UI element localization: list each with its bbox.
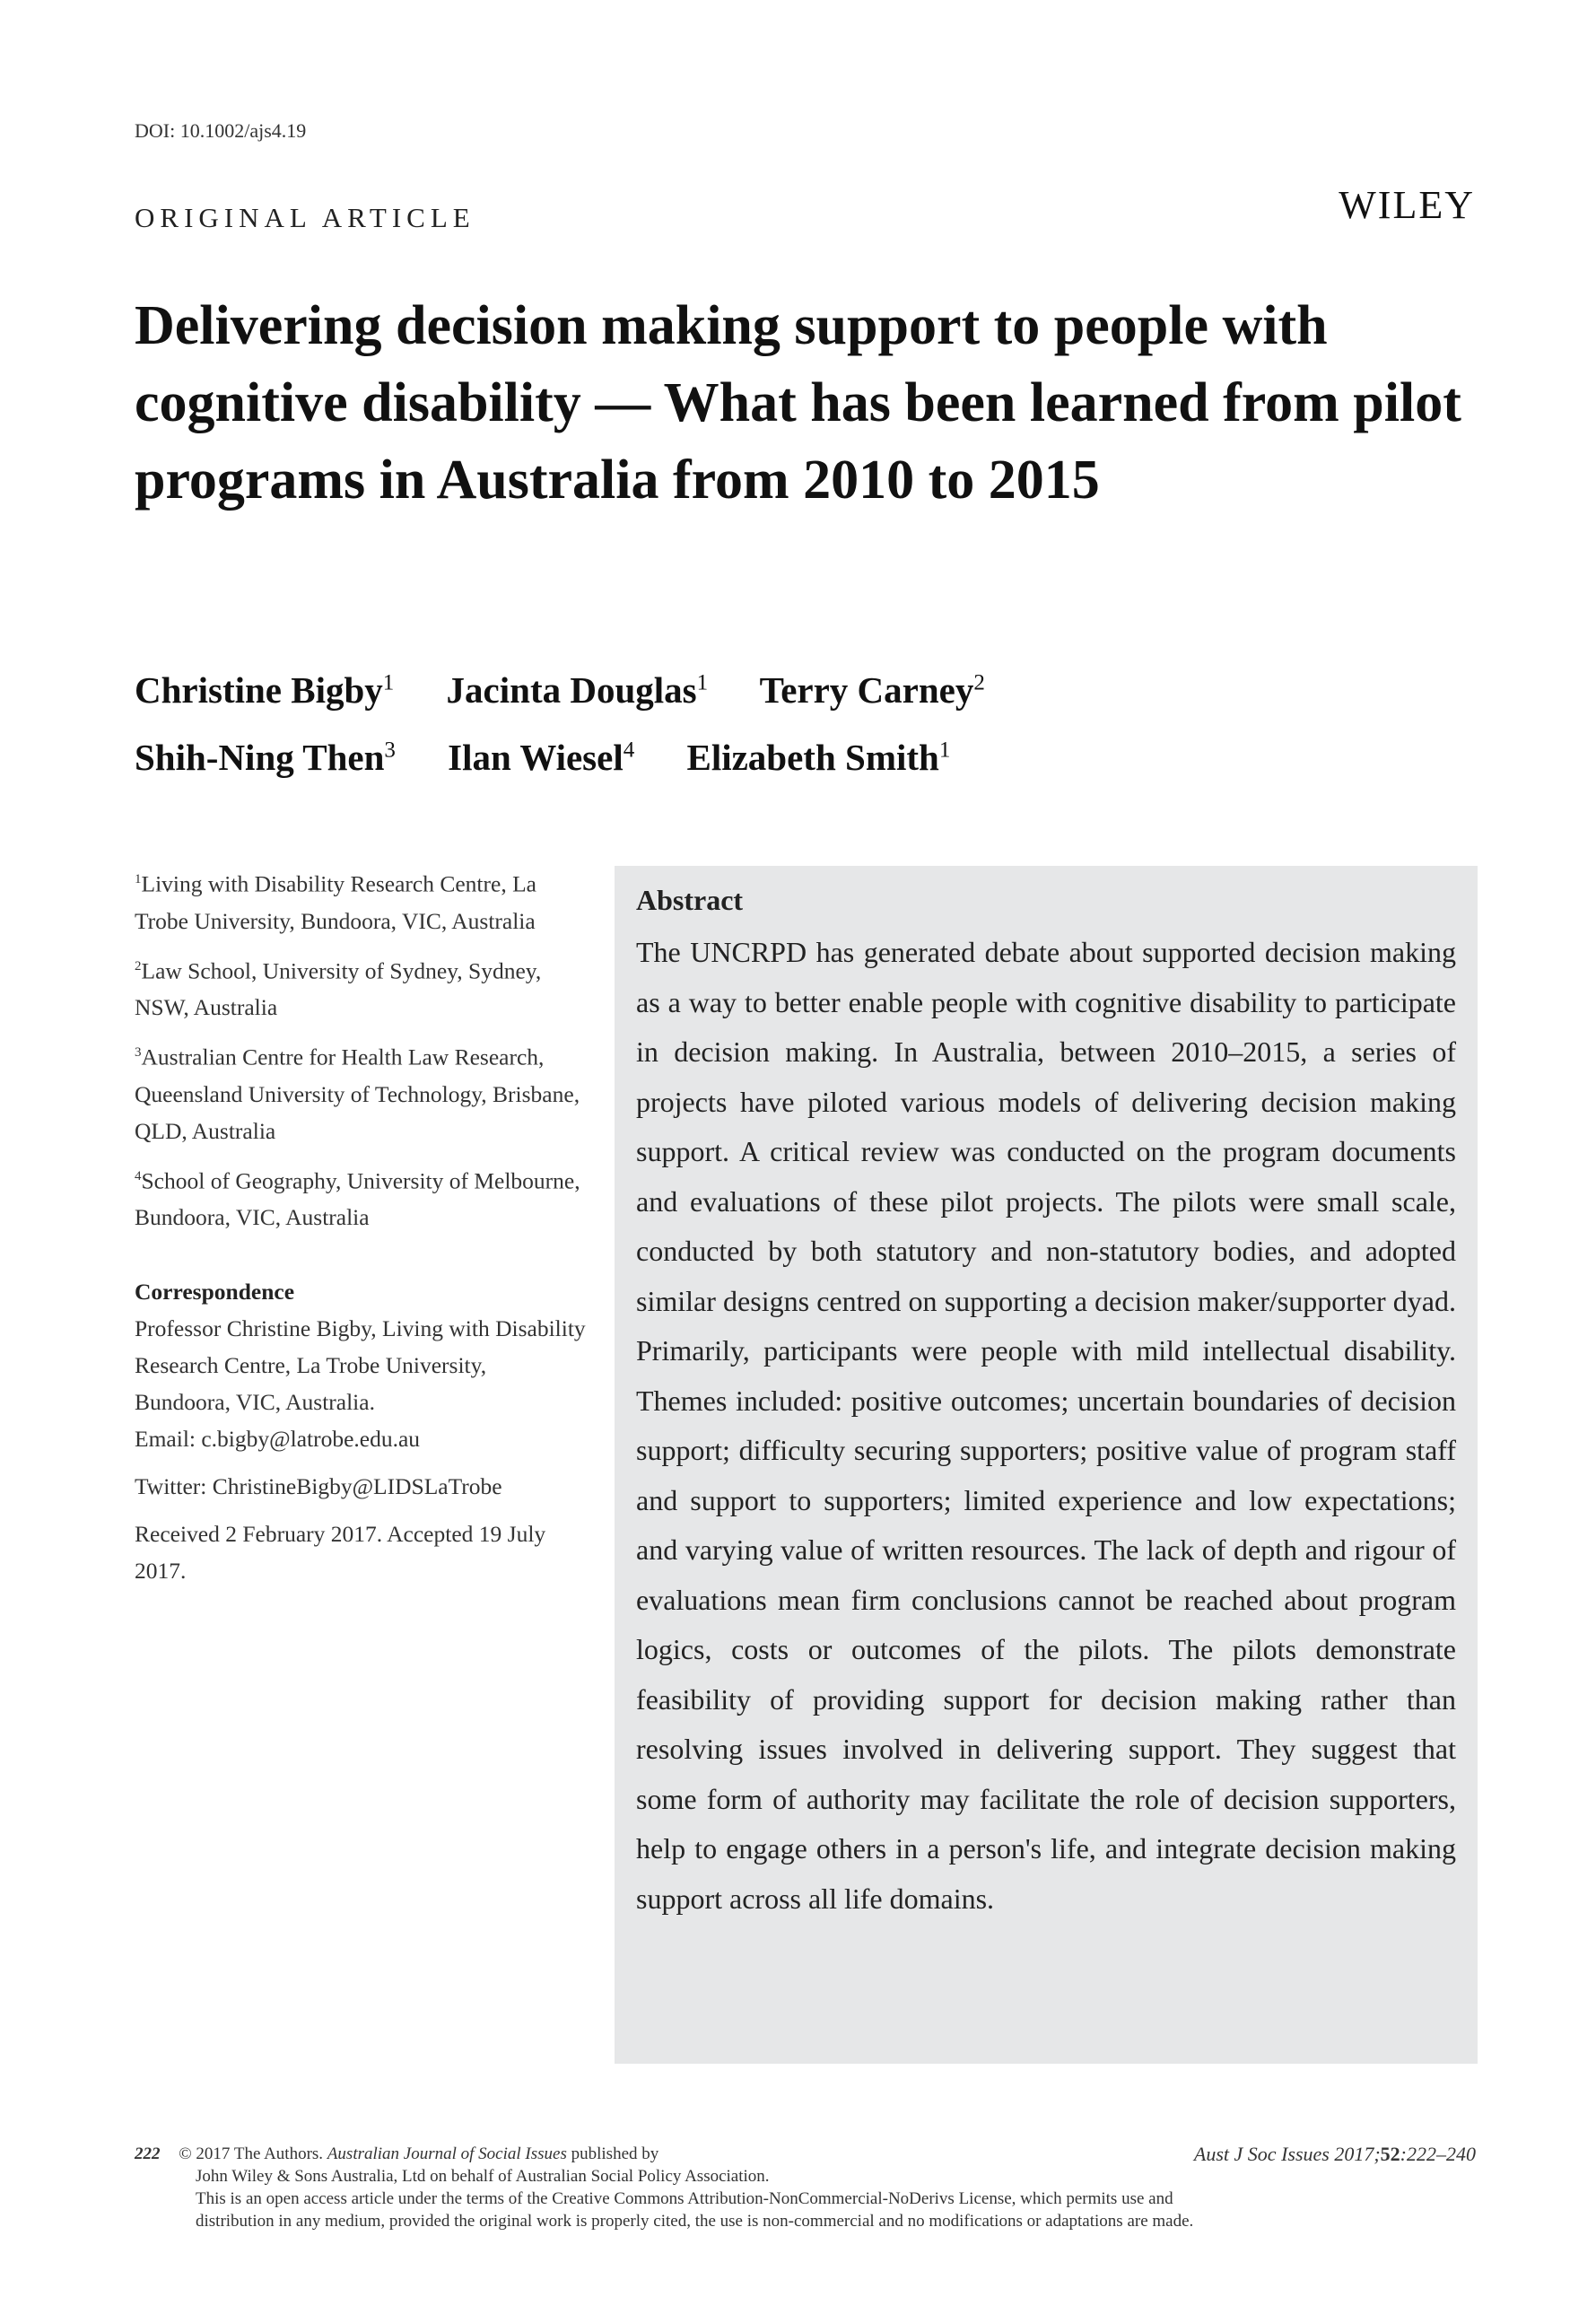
abstract-heading: Abstract (636, 884, 744, 916)
correspondence-heading: Correspondence (135, 1279, 295, 1305)
footer-line: This is an open access article under the terms of the Creative Commons Attribution-NonCommercial-NoDerivs License, which permits use and (196, 2189, 1173, 2208)
journal-reference: Aust J Soc Issues 2017;52:222–240 (1193, 2143, 1476, 2165)
author-list (135, 668, 1028, 712)
abstract-box (615, 866, 1478, 2064)
affiliation: $^4$School of Geography, University of Melbourne, Bundoora, VIC, Australia (135, 1167, 580, 1230)
published-by: published by (571, 2144, 659, 2163)
article-title: Delivering decision making support to people with cognitive disability — What has been learned from pilot programs in Australia from 2010 to 2015 (135, 295, 1461, 511)
author: Ilan Wiesel$^4$ (448, 737, 635, 778)
affiliation: $^3$Australian Centre for Health Law Research, Queensland University of Technology, Brisbane, QLD, Australia (135, 1044, 580, 1144)
page-footer (135, 2143, 1476, 2232)
abstract-text: The UNCRPD has generated debate about supported decision making as a way to better enable people with cognitive disability to participate in decision making. In Australia, between 2010–2015, a series of projects have piloted various models of delivering decision making support. A critical review was conducted on the program documents and evaluations of these pilot projects. The pilots were small scale, conducted by both statutory and non-statutory bodies, and adopted similar designs centred on supporting a decision maker/supporter dyad. Primarily, participants were people with mild intellectual disability. Themes included: positive outcomes; uncertain boundaries of decision support; difficulty securing supporters; positive value of program staff and support to supporters; limited experience and low expectations; and varying value of written resources. The lack of depth and rigour of evaluations mean firm conclusions cannot be reached about program logics, costs or outcomes of the pilots. The pilots demonstrate feasibility of providing support for decision making rather than resolving issues involved in delivering support. They suggest that some form of authority may facilitate the role of decision supporters, help to engage others in a person's life, and integrate decision making support across all life domains. (636, 936, 1456, 1915)
page-number: 222 (135, 2144, 161, 2163)
section-label: ORIGINAL ARTICLE (135, 202, 475, 233)
affiliation: $^2$Law School, University of Sydney, Sydney, NSW, Australia (135, 957, 542, 1020)
copyright: © 2017 The Authors. (179, 2144, 324, 2163)
author: Elizabeth Smith$^1$ (686, 737, 951, 778)
doi-line: DOI: 10.1002/ajs4.19 (135, 119, 307, 142)
footer-line: distribution in any medium, provided the original work is properly cited, the use is non-commercial and no modifications or adaptations are made. (196, 2212, 1194, 2231)
twitter-handle: Twitter: ChristineBigby@LIDSLaTrobe (135, 1473, 502, 1499)
correspondence-email[interactable]: Email: c.bigby@latrobe.edu.au (135, 1426, 421, 1452)
author: Shih-Ning Then$^3$ (135, 737, 396, 778)
author: Terry Carney$^2$ (759, 669, 985, 711)
affiliations-column (135, 861, 588, 1589)
publisher-logo: WILEY (1339, 183, 1475, 227)
correspondence-text: Professor Christine Bigby, Living with Disability Research Centre, La Trobe University, Bundoora, VIC, Australia. (135, 1315, 586, 1415)
author: Jacinta Douglas$^1$ (446, 669, 709, 711)
affiliation: $^1$Living with Disability Research Centre, La Trobe University, Bundoora, VIC, Australia (135, 870, 536, 934)
journal-name: Australian Journal of Social Issues (327, 2144, 567, 2163)
author: Christine Bigby$^1$ (135, 669, 395, 711)
received-dates: Received 2 February 2017. Accepted 19 July 2017. (135, 1521, 546, 1584)
author-list (135, 736, 993, 779)
footer-line: John Wiley & Sons Australia, Ltd on behalf of Australian Social Policy Association. (196, 2167, 770, 2186)
